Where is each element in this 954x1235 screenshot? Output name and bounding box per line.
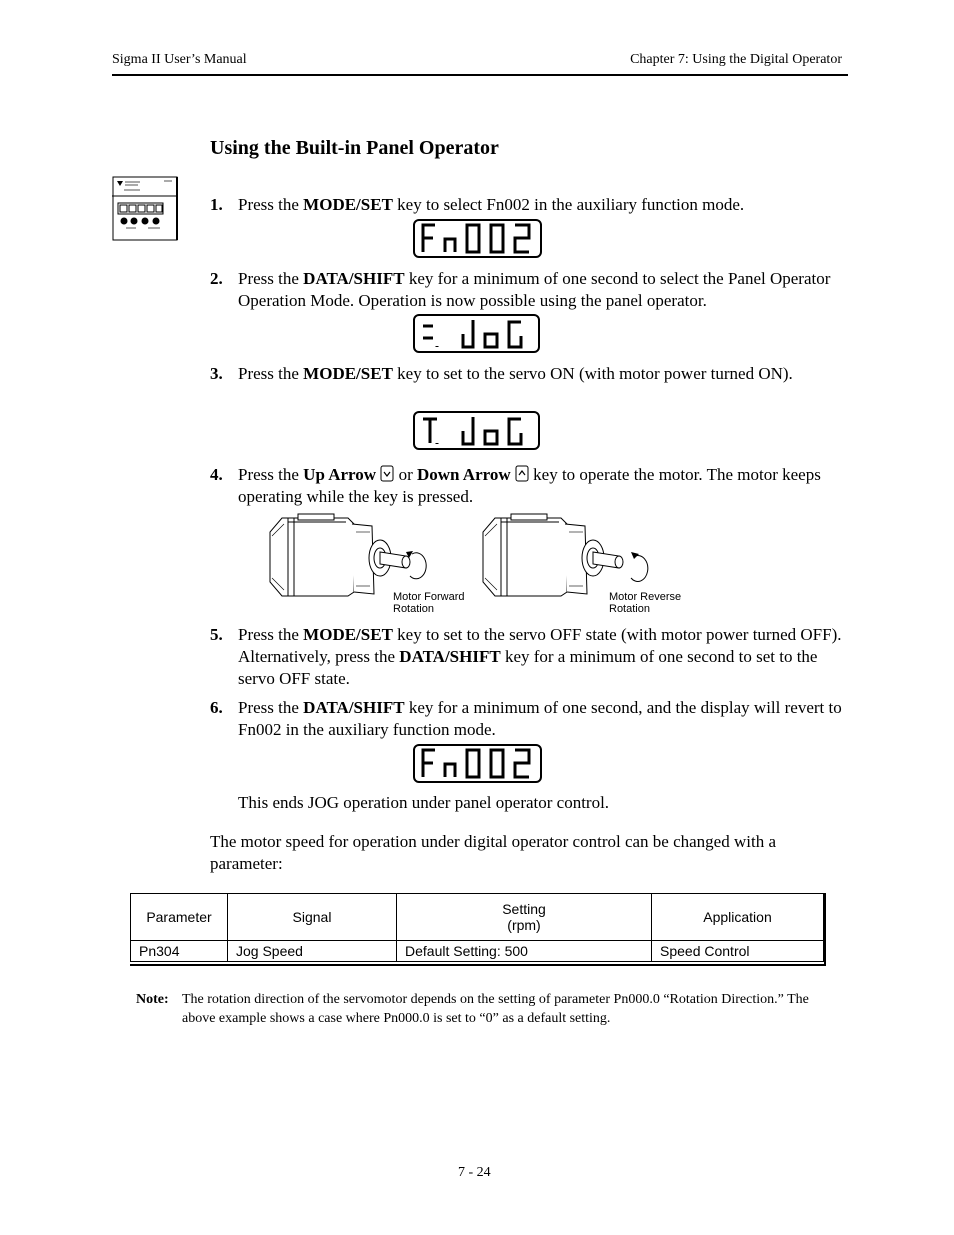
table-header-cell: Parameter [131, 894, 228, 941]
step-text: Press the [238, 625, 304, 644]
table-cell: Jog Speed [228, 941, 397, 962]
step-text: key for a minimum of one second to set to the servo OFF state. [238, 647, 818, 688]
step-text: key for a minimum of one second to select the Panel Operator Operation Mode. Operation is now possible using the panel operator. [238, 269, 831, 310]
motor-forward-caption [393, 591, 465, 615]
down-arrow-key-icon [515, 465, 529, 482]
step-number: 1. [210, 195, 223, 214]
step-text: Press the [238, 364, 304, 383]
caption-line: Motor Reverse [609, 591, 682, 603]
up-arrow-key-icon [380, 465, 394, 482]
header-line: (rpm) [507, 917, 541, 933]
motor-forward-icon [268, 512, 438, 602]
motor-reverse-icon [481, 512, 651, 602]
note-label: Note: [136, 992, 169, 1007]
running-header-right: Chapter 7: Using the Digital Operator [630, 52, 842, 67]
table-cell: Pn304 [131, 941, 228, 962]
step-number: 4. [210, 465, 223, 484]
step-number: 3. [210, 364, 223, 383]
table-cell: Speed Control [652, 941, 824, 962]
step-text: Press the [238, 195, 304, 214]
table-header-cell: Application [652, 894, 824, 941]
step-text: key to set to the servo ON (with motor power turned ON). [392, 364, 793, 383]
key-name: MODE/SET [303, 625, 393, 644]
table-header-cell: Signal [228, 894, 397, 941]
key-name: MODE/SET [303, 195, 393, 214]
step-number: 2. [210, 269, 223, 288]
lcd-display-jog-off [413, 314, 541, 354]
parameter-table [130, 893, 824, 962]
step-1 [210, 194, 850, 216]
step-text: key for a minimum of one second, and the display will revert to Fn002 in the auxiliary function mode. [238, 698, 842, 739]
table-header-cell [397, 894, 652, 941]
key-name: MODE/SET [303, 364, 393, 383]
table-row [131, 941, 824, 962]
step-4 [210, 464, 850, 508]
step-2 [210, 268, 850, 312]
body-paragraph: The motor speed for operation under digital operator control can be changed with a parameter: [210, 832, 776, 873]
table-cell: Default Setting: 500 [397, 941, 652, 962]
lcd-display-fn002-revert [413, 744, 543, 784]
step-number: 6. [210, 698, 223, 717]
caption-line: Rotation [609, 603, 650, 615]
panel-operator-icon [112, 176, 180, 242]
step-5 [210, 624, 850, 690]
step-number: 5. [210, 625, 223, 644]
page-number: 7 - 24 [458, 1165, 491, 1180]
lcd-display-jog-on [413, 411, 541, 451]
end-text: This ends JOG operation under panel operator control. [238, 793, 610, 812]
running-header-left: Sigma II User’s Manual [112, 52, 247, 67]
key-name: DATA/SHIFT [303, 269, 405, 288]
step-6 [210, 697, 850, 741]
note-text: The rotation direction of the servomotor depends on the setting of parameter Pn000.0 “Rotation Direction.” The above example shows a case where Pn000.0 is set to “0” as a default setting. [182, 992, 809, 1026]
step-text: Press the [238, 269, 304, 288]
note [136, 990, 836, 1028]
table-header-row [131, 894, 824, 941]
step-text: key to operate the motor. The motor keeps operating while the key is pressed. [238, 465, 821, 506]
step-text: key to select Fn002 in the auxiliary function mode. [392, 195, 745, 214]
step-3 [210, 363, 850, 385]
key-name: DATA/SHIFT [303, 698, 405, 717]
section-title: Using the Built-in Panel Operator [210, 137, 499, 159]
motor-reverse-caption [609, 591, 681, 615]
step-text: Press the [238, 698, 304, 717]
key-name: DATA/SHIFT [399, 647, 501, 666]
key-name: Down Arrow [416, 465, 511, 484]
step-text: key to set to the servo OFF state (with motor power turned OFF). Alternatively, press the [238, 625, 842, 666]
step-text: Press the [238, 465, 304, 484]
caption-line: Motor Forward [393, 591, 465, 603]
step-text: or [394, 465, 417, 484]
header-line: Setting [502, 901, 546, 917]
lcd-display-fn002 [413, 219, 543, 259]
caption-line: Rotation [393, 603, 434, 615]
key-name: Up Arrow [303, 465, 377, 484]
header-rule [112, 74, 848, 76]
